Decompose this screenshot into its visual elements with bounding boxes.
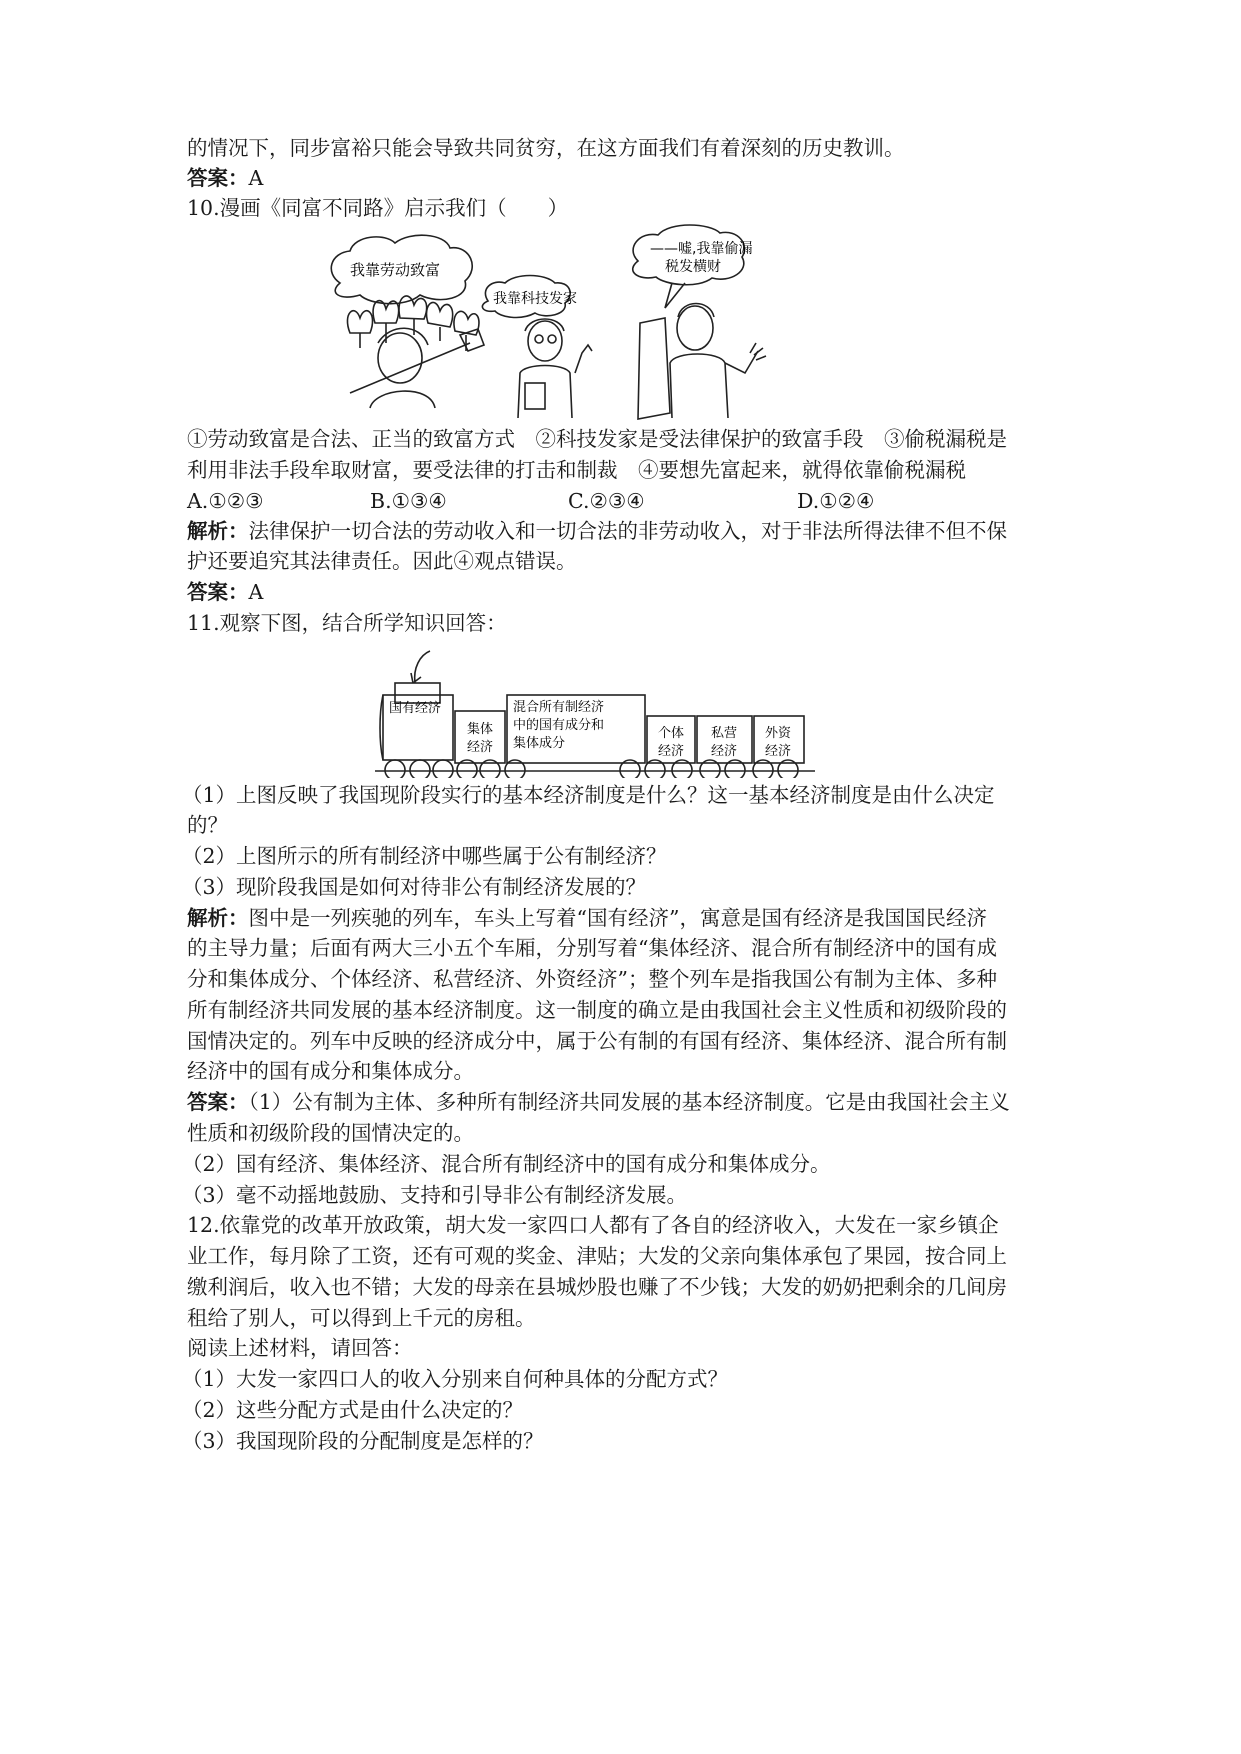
q11-analysis-line4: 所有制经济共同发展的基本经济制度。这一制度的确立是由我国社会主义性质和初级阶段的 xyxy=(187,998,1007,1022)
car-collective-l1: 集体 xyxy=(467,722,494,737)
car-mixed-l2: 中的国有成分和 xyxy=(513,718,605,733)
q11-answer-line2: 性质和初级阶段的国情决定的。 xyxy=(187,1121,474,1145)
car-collective-l2: 经济 xyxy=(467,740,494,755)
q11-answer3: （3）毫不动摇地鼓励、支持和引导非公有制经济发展。 xyxy=(182,1183,688,1207)
car-private-l2: 经济 xyxy=(711,744,738,759)
bubble-technology: 我靠科技发家 xyxy=(493,291,577,307)
q10-analysis-line1 xyxy=(187,516,1007,546)
question-10-stem: 10.漫画《同富不同路》启示我们（ ） xyxy=(187,196,569,220)
car-mixed-l1: 混合所有制经济 xyxy=(513,700,605,715)
car-foreign-l2: 经济 xyxy=(765,744,792,759)
option-d: D.①②④ xyxy=(797,489,875,513)
car-mixed-l3: 集体成分 xyxy=(513,736,566,751)
answer-label: 答案： xyxy=(187,166,249,190)
option-b: B.①③④ xyxy=(370,489,447,513)
analysis-label: 解析： xyxy=(187,906,249,930)
question-11-stem: 11.观察下图，结合所学知识回答： xyxy=(187,611,507,635)
analysis-text: 图中是一列疾驰的列车，车头上写着“国有经济”，寓意是国有经济是我国国民经济 xyxy=(248,906,987,930)
q12-sub2: （2）这些分配方式是由什么决定的？ xyxy=(182,1398,524,1422)
cartoon-same-wealth-different-paths xyxy=(320,223,790,423)
answer-value: A xyxy=(248,166,264,190)
analysis-label: 解析： xyxy=(187,519,249,543)
q11-answer-line1 xyxy=(187,1087,1010,1117)
bubble-labor: 我靠劳动致富 xyxy=(350,261,441,279)
car-individual-l1: 个体 xyxy=(658,726,685,741)
question-12-line2: 业工作，每月除了工资，还有可观的奖金、津贴；大发的父亲向集体承包了果园，按合同上 xyxy=(187,1244,1007,1268)
car-individual-l2: 经济 xyxy=(658,744,685,759)
train-diagram xyxy=(375,643,855,778)
question-12-line3: 缴利润后，收入也不错；大发的母亲在县城炒股也赚了不少钱；大发的奶奶把剩余的几间房 xyxy=(187,1275,1007,1299)
q12-sub3: （3）我国现阶段的分配制度是怎样的？ xyxy=(182,1429,544,1453)
q10-statements-line1: ①劳动致富是合法、正当的致富方式 ②科技发家是受法律保护的致富手段 ③偷税漏税是 xyxy=(187,427,1007,451)
q11-sub3: （3）现阶段我国是如何对待非公有制经济发展的？ xyxy=(182,875,647,899)
car-state-owned: 国有经济 xyxy=(389,701,442,716)
bubble-tax-evasion-line2: 税发横财 xyxy=(665,259,721,275)
question-12-line1: 12.依靠党的改革开放政策，胡大发一家四口人都有了各自的经济收入，大发在一家乡镇企 xyxy=(187,1213,999,1237)
answer-value: A xyxy=(248,580,264,604)
q12-sub1: （1）大发一家四口人的收入分别来自何种具体的分配方式？ xyxy=(182,1367,729,1391)
q11-sub2: （2）上图所示的所有制经济中哪些属于公有制经济？ xyxy=(182,844,667,868)
q11-analysis-line2: 的主导力量；后面有两大三小五个车厢，分别写着“集体经济、混合所有制经济中的国有成 xyxy=(187,936,997,960)
question-12-line4: 租给了别人，可以得到上千元的房租。 xyxy=(187,1306,536,1330)
q10-analysis-line2: 护还要追究其法律责任。因此④观点错误。 xyxy=(187,549,577,573)
car-private-l1: 私营 xyxy=(711,726,738,741)
answer-9 xyxy=(187,163,263,193)
q11-sub1-line2: 的？ xyxy=(187,813,228,837)
question-12-line5: 阅读上述材料，请回答： xyxy=(187,1336,413,1360)
q10-statements-line2: 利用非法手段牟取财富，要受法律的打击和制裁 ④要想先富起来，就得依靠偷税漏税 xyxy=(187,458,966,482)
answer-label: 答案： xyxy=(187,580,249,604)
bubble-tax-evasion-line1: ——嘘,我靠偷漏 xyxy=(650,241,753,257)
q11-analysis-line6: 经济中的国有成分和集体成分。 xyxy=(187,1059,474,1083)
option-a: A.①②③ xyxy=(187,489,264,513)
option-c: C.②③④ xyxy=(568,489,645,513)
q11-analysis-line5: 国情决定的。列车中反映的经济成分中，属于公有制的有国有经济、集体经济、混合所有制 xyxy=(187,1029,1007,1053)
car-foreign-l1: 外资 xyxy=(765,726,792,741)
q11-answer2: （2）国有经济、集体经济、混合所有制经济中的国有成分和集体成分。 xyxy=(182,1152,831,1176)
answer-text: （1）公有制为主体、多种所有制经济共同发展的基本经济制度。它是由我国社会主义 xyxy=(248,1090,1010,1114)
q11-sub1-line1: （1）上图反映了我国现阶段实行的基本经济制度是什么？这一基本经济制度是由什么决定 xyxy=(182,783,995,807)
q11-analysis-line3: 分和集体成分、个体经济、私营经济、外资经济”；整个列车是指我国公有制为主体、多种 xyxy=(187,967,997,991)
analysis-text: 法律保护一切合法的劳动收入和一切合法的非劳动收入，对于非法所得法律不但不保 xyxy=(248,519,1007,543)
answer-label: 答案： xyxy=(187,1090,249,1114)
q10-answer xyxy=(187,577,263,607)
q11-analysis-line1 xyxy=(187,903,987,933)
previous-question-text: 的情况下，同步富裕只能会导致共同贫穷，在这方面我们有着深刻的历史教训。 xyxy=(187,136,905,160)
